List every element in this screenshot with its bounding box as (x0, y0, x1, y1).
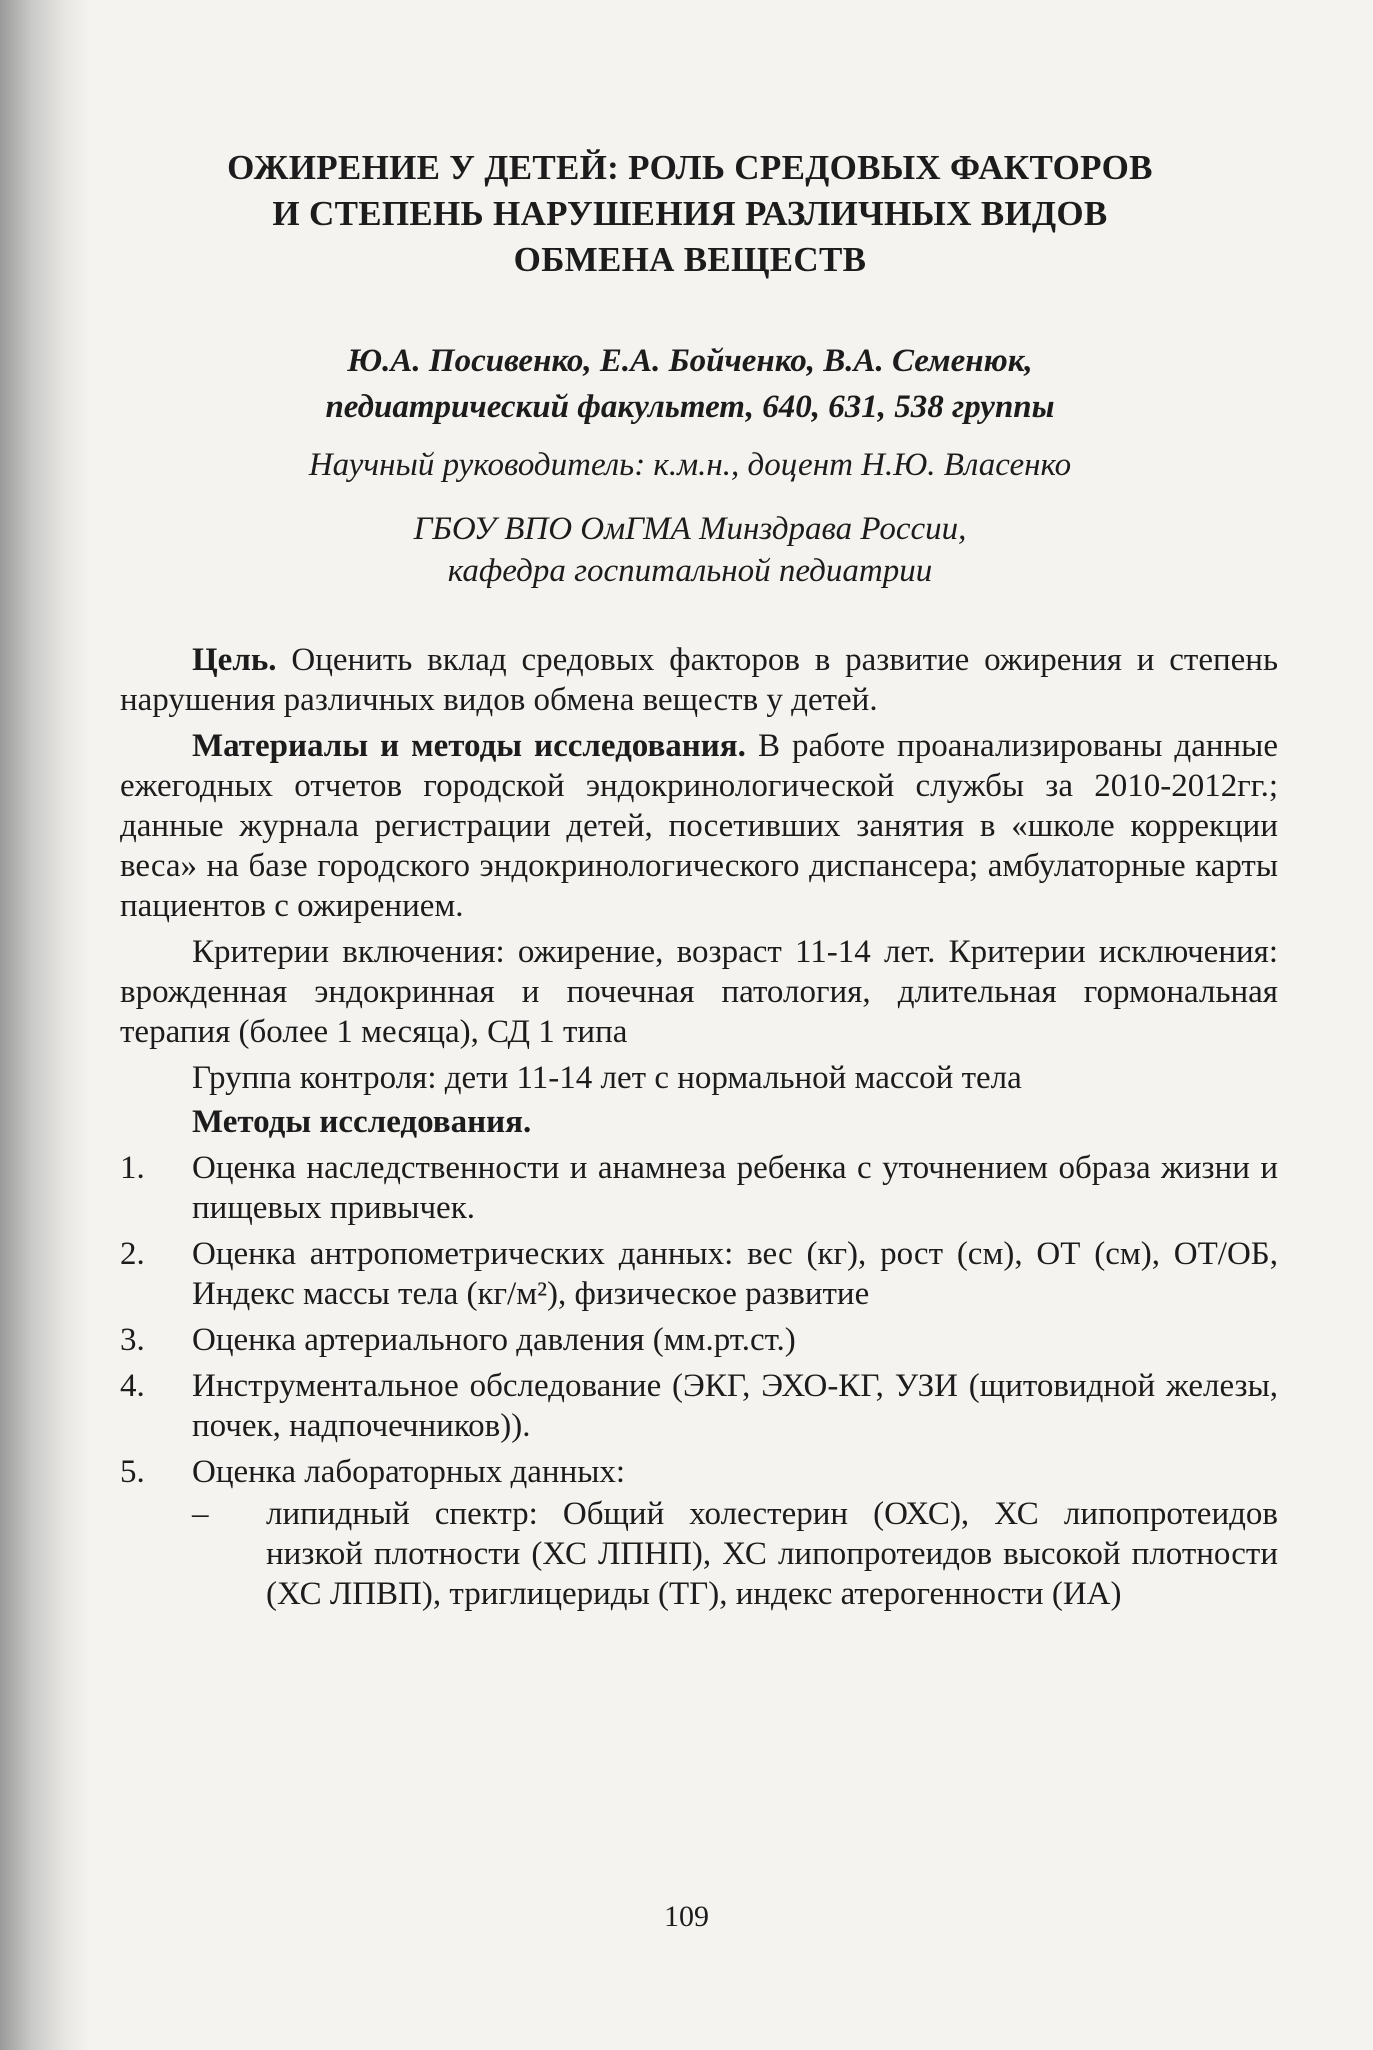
affiliation: ГБОУ ВПО ОмГМА Минздрава России, кафедра госпитальной педиатрии (413, 511, 967, 589)
lipid-sub-item (120, 1494, 1278, 1614)
list-item-number: 5. (120, 1454, 145, 1490)
list-item-text: Оценка наследственности и анамнеза ребенка с уточнением образа жизни и пищевых привычек. (192, 1150, 1278, 1226)
methods-heading: Методы исследования. (192, 1104, 532, 1140)
page-number: 109 (664, 1900, 709, 1933)
lipid-sub-item-text: липидный спектр: Общий холестерин (ОХС), ХС липопротеидов низкой плотности (ХС ЛПНП), ХС липопротеидов высокой плотности (ХС ЛПВП), триглицериды (ТГ), индекс атерогенности (ИА) (266, 1496, 1278, 1612)
article-body (120, 640, 1278, 1614)
list-item (120, 1452, 1278, 1492)
list-item-number: 3. (120, 1322, 145, 1358)
list-item (120, 1234, 1278, 1314)
list-item (120, 1366, 1278, 1446)
control-group-paragraph: Группа контроля: дети 11-14 лет с нормальной массой тела (192, 1060, 1022, 1096)
list-item-number: 4. (120, 1368, 145, 1404)
aim-paragraph (120, 640, 1278, 720)
list-item-text: Оценка лабораторных данных: (192, 1454, 626, 1490)
scientific-supervisor: Научный руководитель: к.м.н., доцент Н.Ю. Власенко (308, 447, 1072, 483)
materials-text: В работе проанализированы данные ежегодных отчетов городской эндокринологической службы за 2010-2012гг.; данные журнала регистрации детей, посетивших занятия в «школе коррекции веса» на базе городского эндокринологического диспансера; амбулаторные карты пациентов с ожирением. (120, 728, 1278, 924)
list-item-text: Оценка артериального давления (мм.рт.ст.) (192, 1322, 796, 1358)
list-item-number: 2. (120, 1236, 145, 1272)
materials-label: Материалы и методы исследования. (192, 728, 746, 764)
aim-label: Цель. (192, 642, 277, 678)
list-item-text: Инструментальное обследование (ЭКГ, ЭХО-КГ, УЗИ (щитовидной железы, почек, надпочечников)). (192, 1368, 1278, 1444)
article-authors: Ю.А. Посивенко, Е.А. Бойченко, В.А. Семенюк, педиатрический факультет, 640, 631, 538 группы (325, 343, 1055, 425)
article-title: ОЖИРЕНИЕ У ДЕТЕЙ: РОЛЬ СРЕДОВЫХ ФАКТОРОВ И СТЕПЕНЬ НАРУШЕНИЯ РАЗЛИЧНЫХ ВИДОВ ОБМЕНА ВЕЩЕСТВ (227, 148, 1153, 279)
criteria-paragraph: Критерии включения: ожирение, возраст 11-14 лет. Критерии исключения: врожденная эндокринная и почечная патология, длительная гормональная терапия (более 1 месяца), СД 1 типа (120, 934, 1278, 1050)
list-item-text: Оценка антропометрических данных: вес (кг), рост (см), ОТ (см), ОТ/ОБ, Индекс массы тела (кг/м²), физическое развитие (192, 1236, 1278, 1312)
list-item (120, 1148, 1278, 1228)
aim-text: Оценить вклад средовых факторов в развитие ожирения и степень нарушения различных видов обмена веществ у детей. (120, 642, 1278, 718)
materials-paragraph (120, 726, 1278, 926)
methods-list (120, 1148, 1278, 1492)
dash-marker: – (192, 1496, 209, 1532)
list-item-number: 1. (120, 1150, 145, 1186)
list-item (120, 1320, 1278, 1360)
